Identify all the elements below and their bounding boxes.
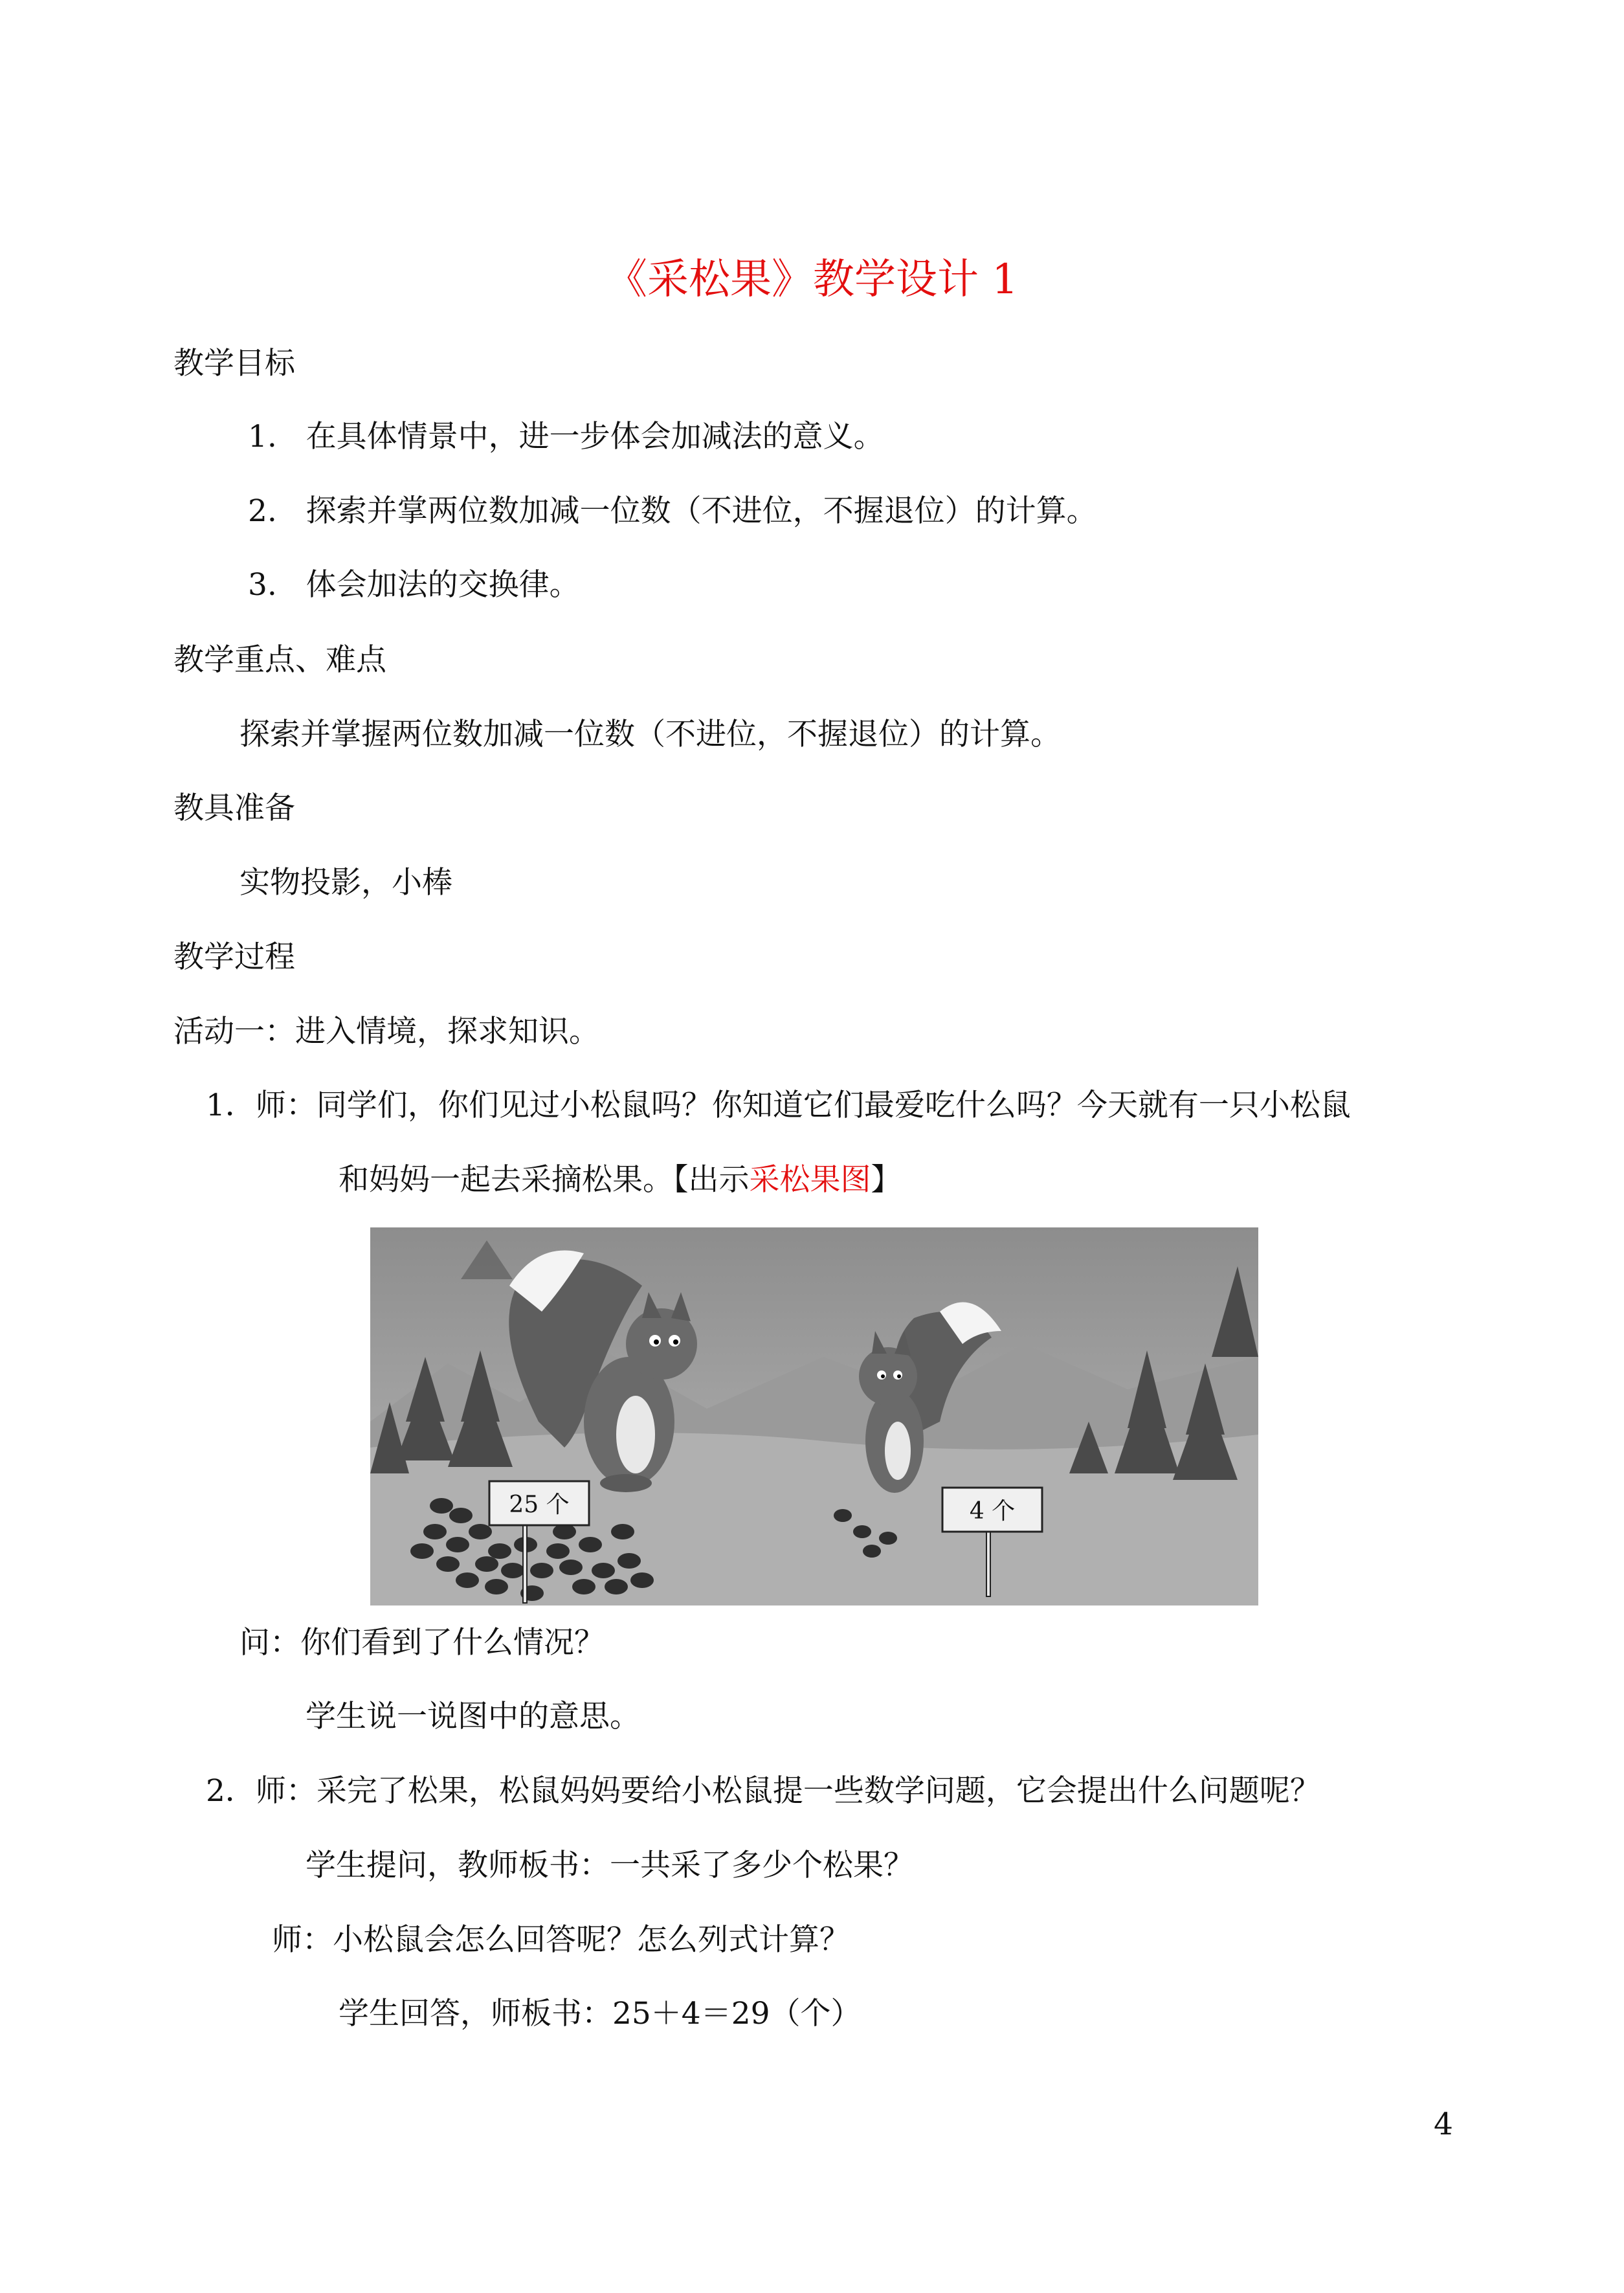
objective-number: 2. [248, 493, 277, 529]
step1-line2-suffix: 】 [871, 1162, 902, 1198]
step2-teacher: 师：小松鼠会怎么回答呢？怎么列式计算？ [272, 1922, 850, 1958]
step2-student: 学生提问，教师板书：一共采了多少个松果？ [306, 1848, 914, 1883]
step1-line1: 1．师：同学们，你们见过小松鼠吗？你知道它们最爱吃什么吗？今天就有一只小松鼠 [206, 1088, 1351, 1123]
objective-text: 探索并掌两位数加减一位数（不进位，不握退位）的计算。 [306, 493, 1097, 529]
objectives-heading: 教学目标 [173, 346, 295, 381]
page-number: 4 [1434, 2107, 1453, 2142]
step2-line1: 2．师：采完了松果，松鼠妈妈要给小松鼠提一些数学问题，它会提出什么问题呢？ [206, 1773, 1320, 1809]
objective-item-2 [248, 492, 1097, 531]
step1-line2-prefix: 和妈妈一起去采摘松果。【出示 [339, 1162, 750, 1198]
step2-answer: 学生回答，师板书：25＋4＝29（个） [339, 1996, 862, 2031]
activity1-heading: 活动一：进入情境，探求知识。 [173, 1014, 599, 1049]
question-answer: 学生说一说图中的意思。 [306, 1699, 640, 1734]
question-text: 问：你们看到了什么情况？ [239, 1625, 605, 1661]
document-title: 《采松果》教学设计 1 [605, 256, 1019, 304]
materials-heading: 教具准备 [173, 790, 295, 826]
key-points-text: 探索并掌握两位数加减一位数（不进位，不握退位）的计算。 [239, 717, 1061, 752]
materials-text: 实物投影，小棒 [239, 865, 452, 900]
objective-text: 在具体情景中，进一步体会加减法的意义。 [306, 419, 884, 454]
step1-line2 [339, 1161, 902, 1200]
key-points-heading: 教学重点、难点 [173, 642, 386, 678]
squirrel-pinecone-figure [370, 1227, 1258, 1605]
objective-number: 3. [248, 567, 277, 603]
objective-text: 体会加法的交换律。 [306, 567, 580, 603]
sign-left-label: 25 个 [509, 1492, 570, 1518]
sign-right-label: 4 个 [969, 1498, 1016, 1525]
squirrel-illustration [370, 1227, 1258, 1605]
figure-reference-link[interactable]: 采松果图 [749, 1162, 871, 1198]
objective-item-3 [248, 566, 580, 605]
process-heading: 教学过程 [173, 939, 295, 975]
objective-item-1 [248, 418, 884, 456]
objective-number: 1. [248, 419, 277, 454]
